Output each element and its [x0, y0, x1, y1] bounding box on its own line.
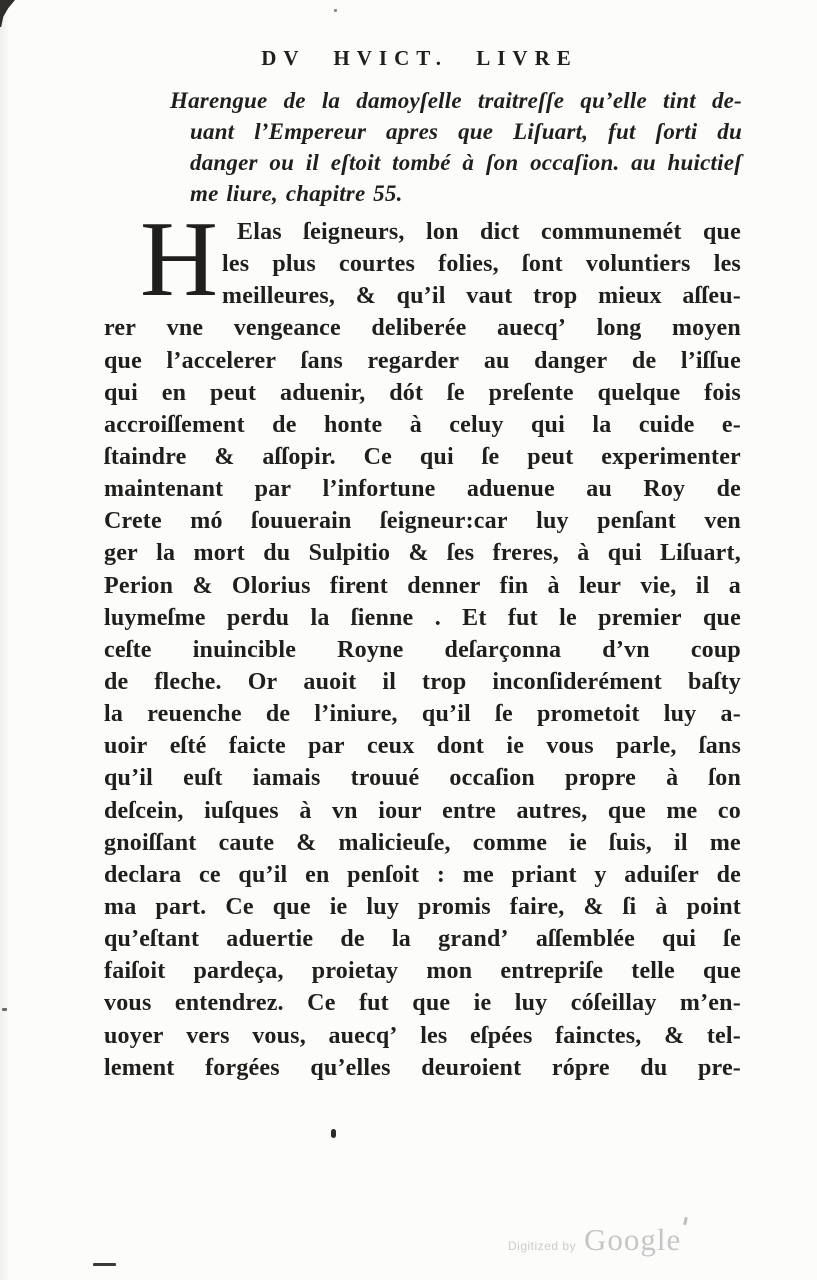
body-line: qu’il euſt iamais trouué occaſion propre à ſon — [104, 765, 741, 792]
body-line: uoyer vers vous, auecq’ les eſpées fainctes, & tel- — [104, 1022, 741, 1049]
scan-artifact-speck — [683, 1217, 688, 1225]
scan-artifact-dash — [93, 1263, 116, 1266]
body-line: maintenant par l’infortune aduenue au Roy de — [104, 476, 741, 503]
body-line: declara ce qu’il en penſoit : me priant y aduiſer de — [104, 861, 741, 888]
scan-artifact-speck — [334, 9, 337, 12]
body-line: deſcein, iuſques à vn iour entre autres, que me co — [104, 797, 741, 824]
heading-line: danger ou il eſtoit tombé à ſon occaſion. au huictieſ — [190, 150, 742, 175]
body-line: ma part. Ce que ie luy promis faire, & ſi à point — [104, 893, 741, 920]
body-line: luymeſme perdu la ſienne . Et fut le premier que — [104, 604, 741, 631]
google-logo: Google — [584, 1222, 682, 1257]
scan-edge-shading — [0, 0, 10, 1280]
body-line: ſtaindre & aſſopir. Ce qui ſe peut experimenter — [104, 443, 741, 470]
body-line: la reuenche de l’iniure, qu’il ſe prometoit luy a- — [104, 701, 741, 728]
body-line: Crete mó ſouuerain ſeigneur:car luy penſant ven — [104, 508, 741, 535]
body-line: ger la mort du Sulpitio & ſes freres, à qui Liſuart, — [104, 540, 741, 567]
body-line: les plus courtes folies, ſont voluntiers les — [222, 251, 741, 278]
scan-artifact-speck — [331, 1129, 336, 1138]
body-line: vous entendrez. Ce fut que ie luy cóſeillay m’en- — [104, 990, 741, 1017]
running-head: DV HVICT. LIVRE — [261, 46, 578, 70]
body-line: Perion & Olorius firent denner fin à leur vie, il a — [104, 572, 741, 599]
body-line: meilleures, & qu’il vaut trop mieux aſſeu- — [222, 283, 741, 310]
body-line: faiſoit pardeça, proietay mon entrepriſe telle que — [104, 958, 741, 985]
body-line: de fleche. Or auoit il trop inconſiderément baſty — [104, 668, 741, 695]
body-line: gnoiſſant caute & malicieuſe, comme ie ſuis, il me — [104, 829, 741, 856]
scan-artifact-speck — [2, 1008, 7, 1011]
body-line: accroiſſement de honte à celuy qui la cuide e- — [104, 411, 741, 438]
body-text — [104, 219, 741, 1087]
heading-line: me liure, chapitre 55. — [190, 181, 403, 206]
body-line: rer vne vengeance deliberée auecq’ long moyen — [104, 315, 741, 342]
body-line: uoir eſté faicte par ceux dont ie vous parle, ſans — [104, 733, 741, 760]
body-line: ceſte inuincible Royne deſarçonna d’vn coup — [104, 636, 741, 663]
body-line: qu’eſtant aduertie de la grand’ aſſemblée qui ſe — [104, 926, 741, 953]
drop-cap-initial: H — [140, 200, 218, 319]
body-line: Elas ſeigneurs, lon dict communemét que — [237, 219, 741, 245]
body-line: que l’accelerer ſans regarder au danger de l’iſſue — [104, 347, 741, 374]
heading-line: uant l’Empereur apres que Liſuart, fut ſorti du — [190, 119, 742, 144]
chapter-heading — [170, 88, 742, 212]
heading-line: Harengue de la damoyſelle traitreſſe qu’elle tint de- — [170, 88, 742, 113]
scan-artifact-corner — [0, 0, 15, 27]
body-line: qui en peut aduenir, dót ſe preſente quelque fois — [104, 379, 741, 406]
digitized-by-label: Digitized by — [508, 1239, 577, 1253]
google-watermark — [508, 1222, 681, 1258]
body-line: lement forgées qu’elles deuroient rópre du pre- — [104, 1054, 741, 1081]
